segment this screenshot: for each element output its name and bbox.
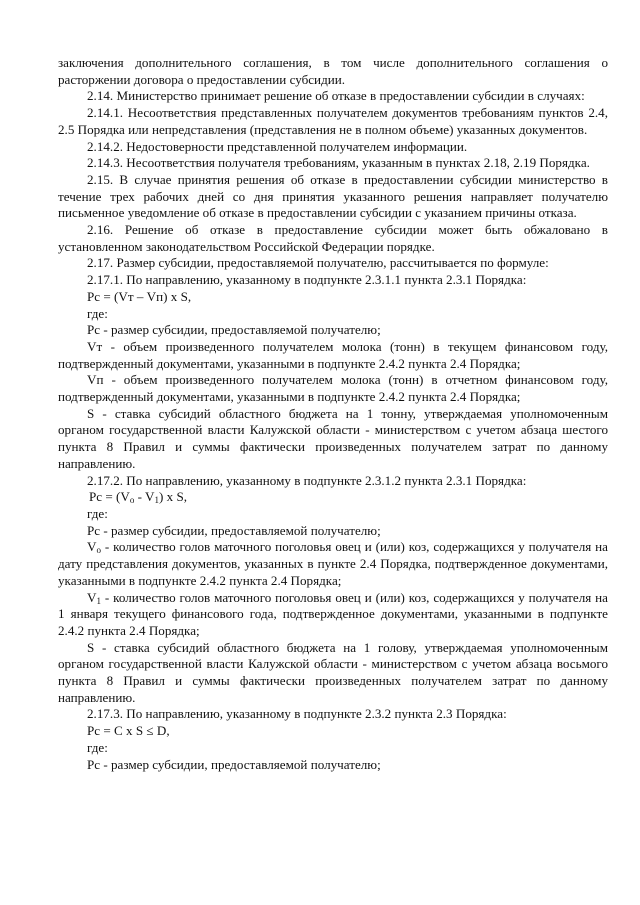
paragraph-2-17-1: 2.17.1. По направлению, указанному в подпункте 2.3.1.1 пункта 2.3.1 Порядка: (87, 272, 527, 288)
paragraph-2-17-3: 2.17.3. По направлению, указанному в подпункте 2.3.2 пункта 2.3 Порядка: (87, 706, 507, 722)
formula-third: Pc = C x S ≤ D, (87, 723, 170, 739)
definition-vt: Vт - объем произведенного получателем молока (тонн) в текущем финансовом году, подтвержденный документами, указанными в подпункте 2.4.2 пункта 2.4 Порядка; (58, 338, 608, 371)
subscript: o (129, 495, 135, 506)
formula-where-label: где: (87, 505, 108, 521)
formula-livestock (58, 489, 608, 506)
definition-vp: Vп - объем произведенного получателем молока (тонн) в отчетном финансовом году, подтвержденный документами, указанными в подпункте 2.4.2 пункта 2.4 Порядка; (58, 372, 608, 405)
paragraph-2-17-2: 2.17.2. По направлению, указанному в подпункте 2.3.1.2 пункта 2.3.1 Порядка: (87, 472, 527, 488)
document-page (58, 55, 608, 773)
definition-text: - количество голов маточного поголовья овец и (или) коз, содержащихся у получателя на 1 января текущего финансового года, подтвержденное документами, указанными в подпункте 2.4.2 пункта 2.4 Порядка; (58, 589, 608, 638)
formula-milk: Pc = (Vт – Vп) x S, (87, 288, 192, 304)
definition-pc: Pc - размер субсидии, предоставляемой получателю; (87, 522, 381, 538)
definition-pc: Pc - размер субсидии, предоставляемой получателю; (87, 756, 381, 772)
formula-where-label: где: (87, 305, 108, 321)
variable-v: V (87, 539, 97, 555)
paragraph-contract-termination: заключения дополнительного соглашения, в том числе дополнительного соглашения о расторжении договора о предоставлении субсидии. (58, 55, 608, 87)
paragraph-2-14-1: 2.14.1. Несоответствия представленных получателем документов требованиям пунктов 2.4, 2.5 Порядка или непредставления (представления не в полном объеме) указанных документов. (58, 105, 608, 137)
definition-text: - количество голов маточного поголовья овец и (или) коз, содержащихся у получателя на дату представления документов, указанных в пункте 2.4 Порядка, подтвержденное документами, указанными в подпункте 2.4.2 пункта 2.4 Порядка; (58, 539, 608, 588)
paragraph-2-15: 2.15. В случае принятия решения об отказе в предоставлении субсидии министерство в течение трех рабочих дней со дня принятия указанного решения направляет получателю письменное уведомление об отказе в предоставлении субсидии с указанием причины отказа. (58, 171, 608, 221)
subscript: 1 (154, 495, 159, 506)
formula-where-label: где: (87, 739, 108, 755)
definition-pc: Pc - размер субсидии, предоставляемой получателю; (87, 322, 381, 338)
definition-s-milk: S - ставка субсидий областного бюджета на 1 тонну, утверждаемая уполномоченным органом государственной власти Калужской области - министерством с учетом абзаца шестого пункта 8 Правил и суммы фактически произведенных получателем затрат по данному направлению. (58, 405, 608, 471)
definition-v1 (58, 590, 608, 640)
subscript: 1 (96, 595, 101, 606)
definition-s-livestock: S - ставка субсидий областного бюджета на 1 голову, утверждаемая уполномоченным органом государственной власти Калужской области - министерством с учетом абзаца восьмого пункта 8 Правил и суммы фактически произведенных получателем затрат по данному направлению. (58, 639, 608, 705)
subscript: o (96, 545, 101, 556)
paragraph-2-17: 2.17. Размер субсидии, предоставляемой получателю, рассчитывается по формуле: (87, 255, 549, 271)
definition-v0 (58, 539, 608, 589)
formula-text: - V (134, 489, 155, 505)
paragraph-2-16: 2.16. Решение об отказе в предоставление субсидии может быть обжаловано в установленном законодательством Российской Федерации порядке. (58, 222, 608, 254)
paragraph-2-14-2: 2.14.2. Недостоверности представленной получателем информации. (87, 138, 468, 154)
variable-v: V (87, 589, 97, 605)
paragraph-2-14: 2.14. Министерство принимает решение об отказе в предоставлении субсидии в случаях: (87, 88, 585, 104)
formula-text: ) x S, (158, 489, 187, 505)
paragraph-2-14-3: 2.14.3. Несоответствия получателя требованиям, указанным в пунктах 2.18, 2.19 Порядка. (87, 155, 590, 171)
formula-text: Pc = (V (89, 489, 130, 505)
